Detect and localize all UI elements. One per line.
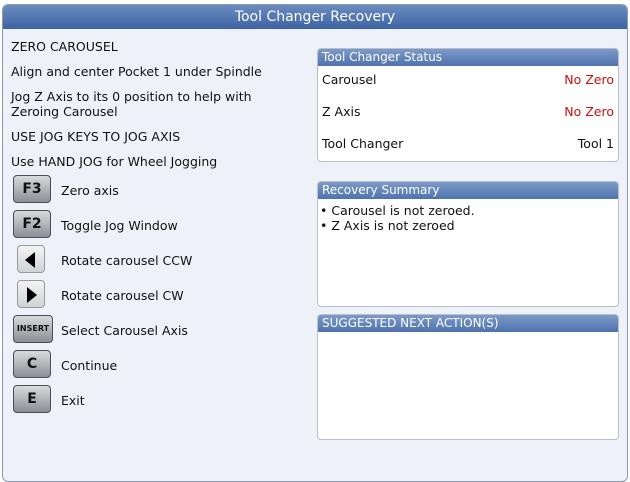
- instruction-jog-z: Jog Z Axis to its 0 position to help with Zeroing Carousel: [11, 89, 252, 119]
- instruction-zero-carousel: ZERO CAROUSEL: [11, 39, 118, 54]
- action-label: Continue: [61, 358, 118, 373]
- action-label: Toggle Jog Window: [61, 218, 178, 233]
- action-rotate-ccw[interactable]: [11, 245, 311, 275]
- summary-list: [318, 199, 618, 233]
- summary-item: • Z Axis is not zeroed: [320, 218, 455, 233]
- right-arrow-key[interactable]: [17, 280, 45, 308]
- instruction-align-pocket: Align and center Pocket 1 under Spindle: [11, 64, 262, 79]
- action-label: Rotate carousel CCW: [61, 253, 193, 268]
- insert-key[interactable]: INSERT: [13, 315, 53, 343]
- instruction-jog-keys: USE JOG KEYS TO JOG AXIS: [11, 129, 181, 144]
- right-arrow-icon: [27, 287, 37, 303]
- action-label: Exit: [61, 393, 85, 408]
- tool-changer-status-panel: [317, 48, 619, 162]
- panel-title: Recovery Summary: [318, 182, 618, 199]
- status-row-carousel: [318, 66, 618, 98]
- recovery-summary-panel: [317, 181, 619, 307]
- status-value: No Zero: [564, 72, 614, 87]
- instruction-hand-jog: Use HAND JOG for Wheel Jogging: [11, 154, 218, 169]
- e-key[interactable]: E: [13, 385, 51, 413]
- instructions-panel: [11, 39, 311, 179]
- status-label: Carousel: [322, 72, 377, 87]
- action-rotate-cw[interactable]: [11, 280, 311, 310]
- status-value: Tool 1: [577, 136, 614, 151]
- tool-changer-recovery-dialog: [2, 4, 628, 482]
- summary-item: • Carousel is not zeroed.: [320, 203, 475, 218]
- status-row-z-axis: [318, 98, 618, 130]
- left-arrow-icon: [25, 252, 35, 268]
- status-value: No Zero: [564, 104, 614, 119]
- status-label: Z Axis: [322, 104, 361, 119]
- dialog-title: Tool Changer Recovery: [3, 5, 627, 29]
- status-row-tool-changer: [318, 130, 618, 162]
- panel-title: SUGGESTED NEXT ACTION(S): [318, 315, 618, 332]
- status-label: Tool Changer: [322, 136, 404, 151]
- f3-key[interactable]: F3: [13, 175, 51, 203]
- action-toggle-jog-window[interactable]: [11, 210, 311, 240]
- action-select-carousel-axis[interactable]: [11, 315, 311, 345]
- action-label: Rotate carousel CW: [61, 288, 184, 303]
- panel-title: Tool Changer Status: [318, 49, 618, 66]
- suggested-next-actions-panel: [317, 314, 619, 440]
- c-key[interactable]: C: [13, 350, 51, 378]
- action-label: Select Carousel Axis: [61, 323, 188, 338]
- action-label: Zero axis: [61, 183, 119, 198]
- f2-key[interactable]: F2: [13, 210, 51, 238]
- left-arrow-key[interactable]: [17, 245, 45, 273]
- action-zero-axis[interactable]: [11, 175, 311, 205]
- action-exit[interactable]: [11, 385, 311, 415]
- action-continue[interactable]: [11, 350, 311, 380]
